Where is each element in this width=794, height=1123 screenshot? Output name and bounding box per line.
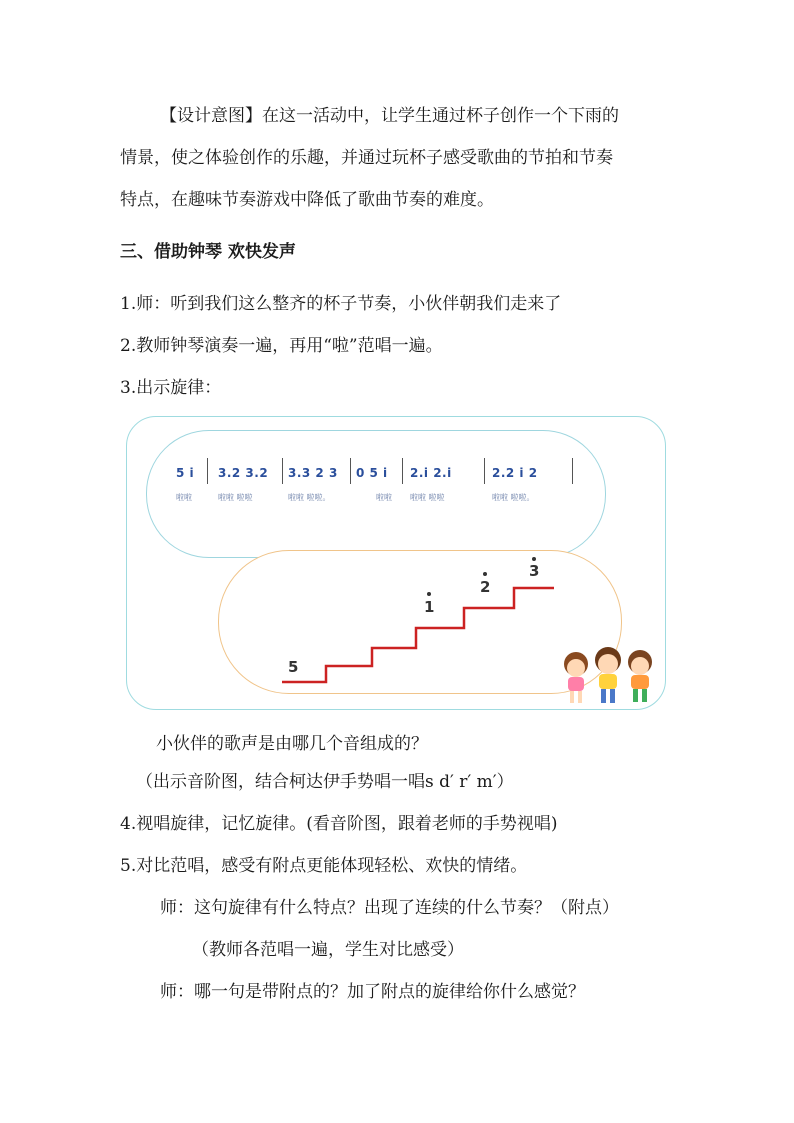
step-4: 4.视唱旋律，记忆旋律。(看音阶图，跟着老师的手势视唱) <box>120 814 558 834</box>
note-text: 3.2 3.2 <box>218 466 269 480</box>
step-3: 3.出示旋律： <box>120 378 222 398</box>
high-dot <box>532 557 536 561</box>
staircase-line <box>282 588 554 682</box>
note-text: 2.2 i 2 <box>492 466 538 480</box>
design-intent-line-2: 情景，使之体验创作的乐趣，并通过玩杯子感受歌曲的节拍和节奏 <box>120 148 613 168</box>
lyric-text: 啦啦 <box>176 493 192 502</box>
step-label-3: 3 <box>529 562 540 580</box>
step-2: 2.教师钟琴演奏一遍，再用“啦”范唱一遍。 <box>120 336 443 356</box>
question-line: 小伙伴的歌声是由哪几个音组成的？ <box>156 734 428 754</box>
melody-figure <box>126 416 666 710</box>
lyric-text: 啦啦 啦啦 <box>218 493 253 502</box>
high-dot <box>483 572 487 576</box>
teacher-question-2: 师：哪一句是带附点的？加了附点的旋律给你什么感觉？ <box>160 982 585 1002</box>
kid-3 <box>628 650 652 702</box>
step-label-1: 1 <box>424 598 435 616</box>
kid-2 <box>595 647 621 703</box>
kid-1 <box>564 652 588 703</box>
note-text: 0 5 i <box>356 466 388 480</box>
scale-instruction: （出示音阶图，结合柯达伊手势唱一唱s d′ r′ m′） <box>136 772 514 792</box>
lyric-text: 啦啦 啦啦。 <box>288 493 331 502</box>
step-5: 5.对比范唱，感受有附点更能体现轻松、欢快的情绪。 <box>120 856 528 876</box>
design-intent-line-1: 【设计意图】在这一活动中，让学生通过杯子创作一个下雨的 <box>160 106 619 126</box>
lyric-text: 啦啦 啦啦。 <box>492 493 535 502</box>
step-1: 1.师：听到我们这么整齐的杯子节奏，小伙伴朝我们走来了 <box>120 294 562 314</box>
cartoon-kids-illustration <box>558 646 668 710</box>
note-text: 2.i 2.i <box>410 466 452 480</box>
section-heading: 三、借助钟琴 欢快发声 <box>120 242 296 262</box>
lyric-text: 啦啦 啦啦 <box>410 493 445 502</box>
note-text: 3.3 2 3 <box>288 466 338 480</box>
note-text: 5 i <box>176 466 195 480</box>
teacher-question-1: 师：这句旋律有什么特点？出现了连续的什么节奏？（附点） <box>160 898 619 918</box>
step-label-2: 2 <box>480 578 491 596</box>
high-dot <box>427 592 431 596</box>
teacher-note: （教师各范唱一遍，学生对比感受） <box>192 940 464 960</box>
step-label-5: 5 <box>288 658 299 676</box>
lyric-text: 啦啦 <box>376 493 392 502</box>
design-intent-line-3: 特点，在趣味节奏游戏中降低了歌曲节奏的难度。 <box>120 190 494 210</box>
